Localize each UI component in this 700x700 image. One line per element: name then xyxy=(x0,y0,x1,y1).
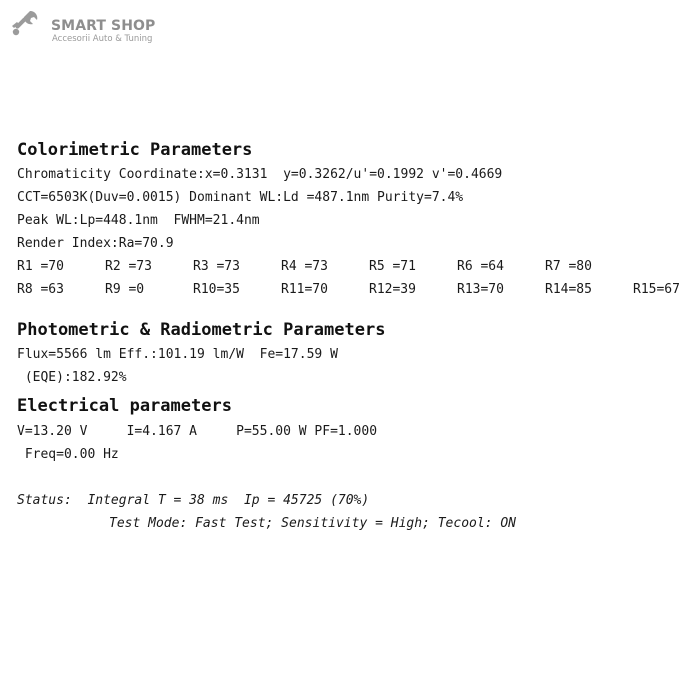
r-value: R13=70 xyxy=(457,282,504,297)
r-value: R14=85 xyxy=(545,282,592,297)
peak-wl-line: Peak WL:Lp=448.1nm FWHM=21.4nm xyxy=(17,213,260,228)
brand-tagline: Accesorii Auto & Tuning xyxy=(52,34,153,44)
brand-name: SMART SHOP xyxy=(51,18,156,34)
render-index-line: Render Index:Ra=70.9 xyxy=(17,236,174,251)
flux-line: Flux=5566 lm Eff.:101.19 lm/W Fe=17.59 W xyxy=(17,347,338,362)
r-value: R1 =70 xyxy=(17,259,64,274)
r-value: R3 =73 xyxy=(193,259,240,274)
chromaticity-line: Chromaticity Coordinate:x=0.3131 y=0.3262/u'=0.1992 v'=0.4669 xyxy=(17,167,503,182)
r-value: R12=39 xyxy=(369,282,416,297)
electrical-heading: Electrical parameters xyxy=(17,396,232,416)
r-value: R7 =80 xyxy=(545,259,592,274)
r-value: R5 =71 xyxy=(369,259,416,274)
r-value: R11=70 xyxy=(281,282,328,297)
cct-line: CCT=6503K(Duv=0.0015) Dominant WL:Ld =487.1nm Purity=7.4% xyxy=(17,190,464,205)
r-value: R10=35 xyxy=(193,282,240,297)
photometric-heading: Photometric & Radiometric Parameters xyxy=(17,320,386,340)
r-value: R2 =73 xyxy=(105,259,152,274)
freq-line: Freq=0.00 Hz xyxy=(17,447,119,462)
r-value: R6 =64 xyxy=(457,259,504,274)
r-value: R4 =73 xyxy=(281,259,328,274)
r-value: R8 =63 xyxy=(17,282,64,297)
test-mode-line: Test Mode: Fast Test; Sensitivity = High; Tecool: ON xyxy=(109,516,516,531)
eqe-line: (EQE):182.92% xyxy=(17,370,127,385)
r-value: R15=67 xyxy=(633,282,680,297)
colorimetric-heading: Colorimetric Parameters xyxy=(17,140,253,160)
status-line: Status: Integral T = 38 ms Ip = 45725 (70%) xyxy=(17,493,370,508)
r-value: R9 =0 xyxy=(105,282,145,297)
electrical-values-line: V=13.20 V I=4.167 A P=55.00 W PF=1.000 xyxy=(17,424,378,439)
